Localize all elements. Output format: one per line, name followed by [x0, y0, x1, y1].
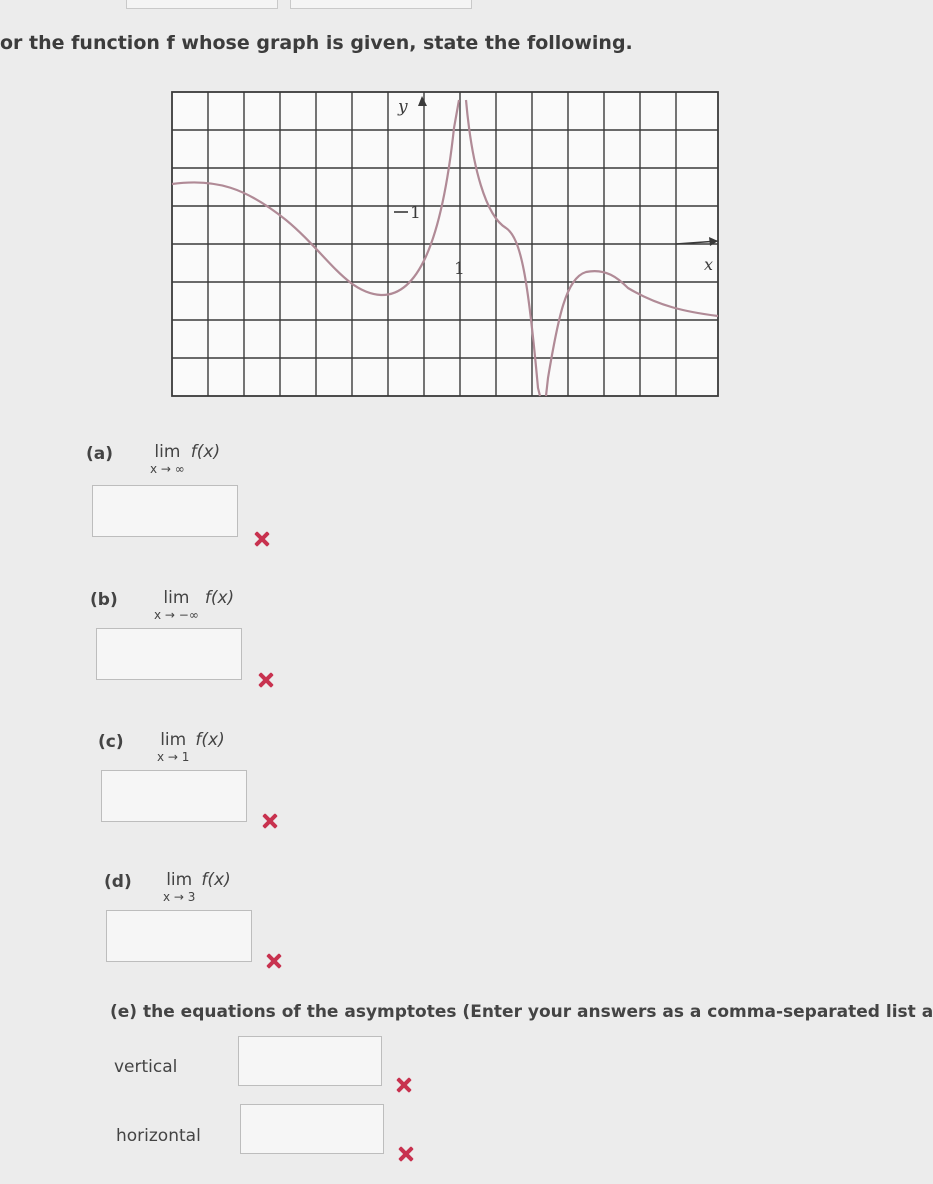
- lim-subscript: x → 3: [163, 890, 196, 904]
- top-tab-left: [126, 0, 278, 9]
- x-axis-label: x: [704, 255, 714, 274]
- incorrect-x-icon: [254, 531, 270, 547]
- function-expression: f(x): [195, 730, 225, 750]
- answer-a-input[interactable]: [92, 485, 238, 537]
- lim-word: lim: [160, 730, 187, 750]
- incorrect-x-icon: [258, 672, 274, 688]
- incorrect-x-icon: [396, 1077, 412, 1093]
- lim-subscript: x → ∞: [150, 462, 185, 476]
- answer-c-input[interactable]: [101, 770, 247, 822]
- part-a-expression: [150, 442, 220, 476]
- part-e-instructions: (e) the equations of the asymptotes (Enter your answers as a comma-separated list a: [110, 1002, 933, 1022]
- lim-subscript: x → −∞: [154, 608, 199, 622]
- part-c-expression: [157, 730, 225, 764]
- lim-word: lim: [163, 588, 190, 608]
- incorrect-x-icon: [398, 1146, 414, 1162]
- incorrect-x-icon: [266, 953, 282, 969]
- vertical-asymptotes-input[interactable]: [238, 1036, 382, 1086]
- part-d-expression: [163, 870, 231, 904]
- part-d-label: (d): [104, 872, 132, 892]
- incorrect-x-icon: [262, 813, 278, 829]
- part-c-label: (c): [98, 732, 124, 752]
- function-expression: f(x): [204, 588, 235, 608]
- lim-subscript: x → 1: [157, 750, 190, 764]
- lim-word: lim: [166, 870, 193, 890]
- horizontal-label: horizontal: [116, 1126, 201, 1146]
- y-tick-label: 1: [410, 203, 421, 223]
- function-expression: f(x): [201, 870, 231, 890]
- question-intro: or the function f whose graph is given, state the following.: [0, 32, 633, 54]
- function-expression: f(x): [190, 442, 221, 462]
- answer-b-input[interactable]: [96, 628, 242, 680]
- function-graph: [166, 88, 720, 400]
- horizontal-asymptotes-input[interactable]: [240, 1104, 384, 1154]
- answer-d-input[interactable]: [106, 910, 252, 962]
- vertical-label: vertical: [114, 1057, 178, 1077]
- part-b-label: (b): [90, 590, 118, 610]
- x-tick-label: 1: [454, 259, 465, 279]
- part-a-label: (a): [86, 444, 114, 464]
- lim-word: lim: [154, 442, 181, 462]
- y-axis-label: y: [398, 97, 408, 117]
- top-tab-right: [290, 0, 472, 9]
- part-b-expression: [154, 588, 234, 622]
